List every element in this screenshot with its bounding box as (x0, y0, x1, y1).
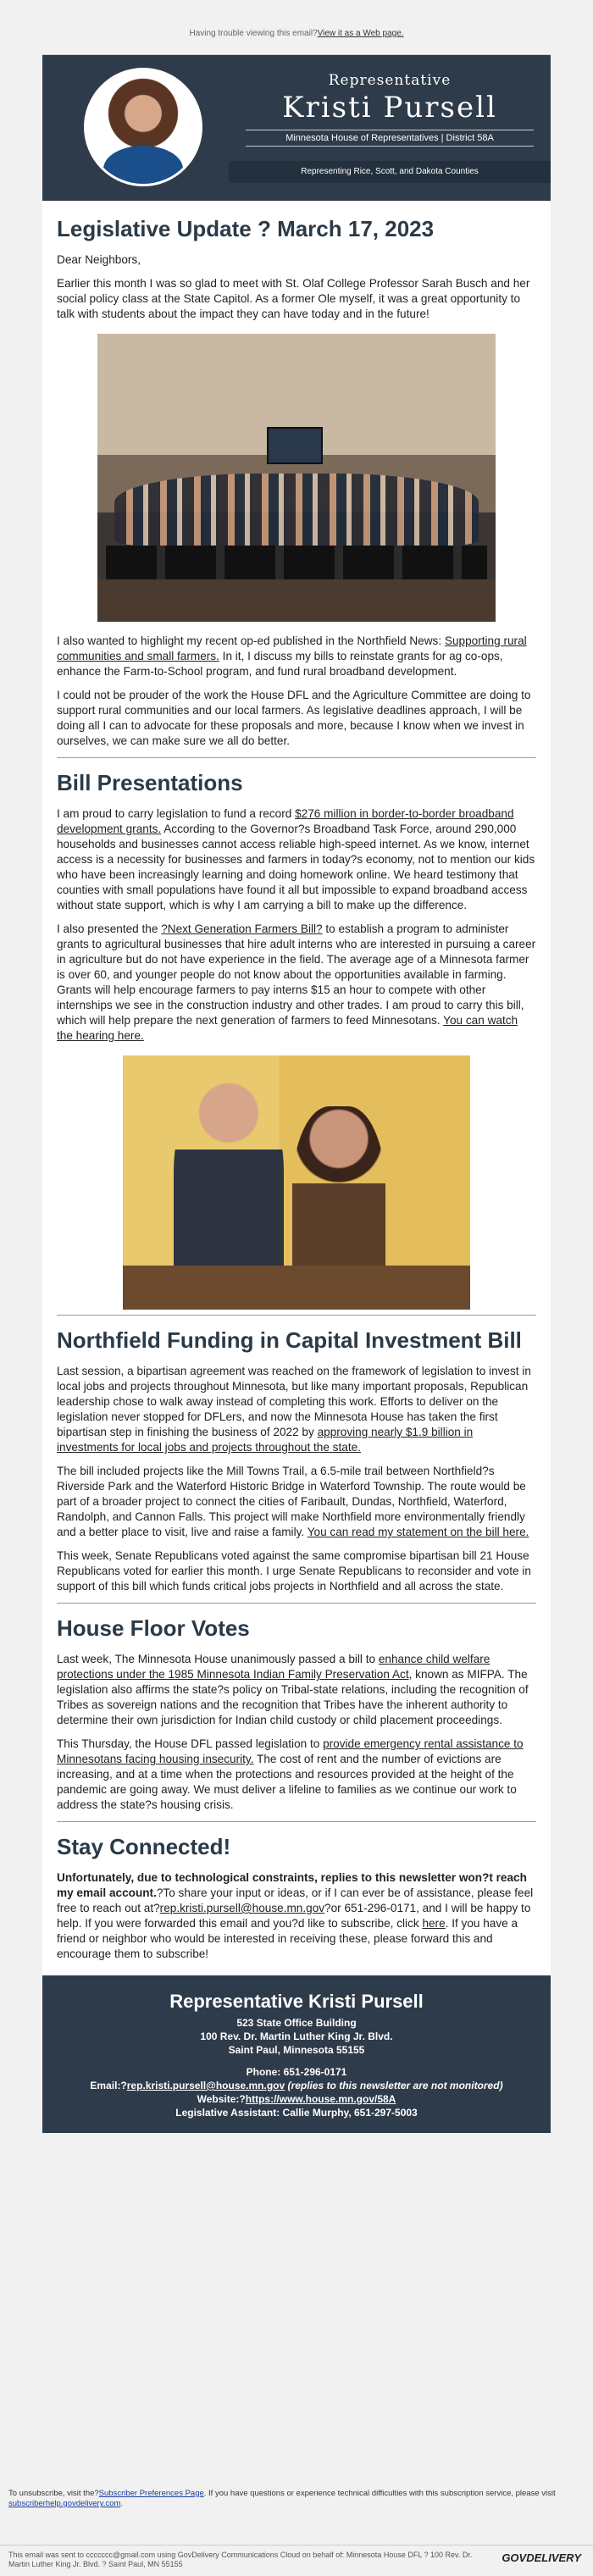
st-olaf-class-photo (97, 334, 496, 622)
header-counties-bar: Representing Rice, Scott, and Dakota Counties (229, 161, 551, 183)
govdelivery-logo[interactable]: GOVDELIVERY (502, 2551, 581, 2564)
section-divider (57, 1821, 536, 1822)
bottom-separator (0, 2545, 593, 2546)
child-welfare-link[interactable]: enhance child welfare protections under the 1985 Minnesota Indian Family Preservation Act (57, 1653, 490, 1681)
footer-email: Email:?rep.kristi.pursell@house.mn.gov (replies to this newsletter are not monitored) (90, 2080, 503, 2091)
web-view-text: Having trouble viewing this email? (189, 29, 318, 38)
farmers-paragraph: I also presented the ?Next Generation Farmers Bill? to establish a program to administer grants to agricultural businesses that hire adult interns who are interested in pursuing a career in agriculture but do not have experience in the field. The average age of a Minnesota farmer is over 60, and younger people do not know about the opportunities available in farming. Grants will help encourage farmers to pay interns $15 an hour to compete with other internships we see in the construction industry and other trades. I am proud to carry this bill, which will help prepare the next generation of farmers to feed Minnesotans. You can watch the hearing here. (57, 922, 536, 1042)
section-divider (57, 757, 536, 758)
bill-presentations-heading: Bill Presentations (57, 770, 243, 795)
capital-paragraph-3: This week, Senate Republicans voted against the same compromise bipartisan bill 21 House Republicans voted for earlier this month. I urge Senate Republicans to reconsider and vote in support of this bill which funds critical jobs projects in Northfield and all across the state. (57, 1549, 531, 1593)
update-heading: Legislative Update ? March 17, 2023 (57, 216, 435, 241)
footer-city: Saint Paul, Minnesota 55155 (228, 2044, 365, 2056)
newsletter (42, 54, 551, 2133)
committee-hearing-photo (123, 1055, 470, 1310)
footer-name: Representative Kristi Pursell (169, 1991, 424, 2012)
capital-paragraph-1: Last session, a bipartisan agreement was reached on the framework of legislation to invest in local jobs and projects throughout Minnesota, but like many important proposals, Republican leadership chose to walk away instead of completing this work. Efforts to deliver on the legislation never stopped for DFLers, and now the Minnesota House has taken the first bipartisan step in finishing the business of 2022 by approving nearly $1.9 billion in investments for local jobs and projects throughout the state. (57, 1365, 531, 1454)
header-role: Representative (328, 72, 452, 89)
floor-paragraph-1: Last week, The Minnesota House unanimously passed a bill to enhance child welfare protections under the 1985 Minnesota Indian Family Preservation Act, known as MIFPA. The legislation also affirms the state?s policy on Tribal-state relations, including the recognition of Tribes as sovereign nations and the recognition that Tribes have the inherent authority to determine their own jurisdiction for Indian child custody or child placement proceedings. (57, 1653, 529, 1726)
header-name: Kristi Pursell (282, 91, 497, 125)
broadband-link[interactable]: $276 million in border-to-border broadband development grants. (57, 807, 514, 835)
footer-street: 100 Rev. Dr. Martin Luther King Jr. Blvd. (200, 2030, 393, 2042)
newsletter-footer (42, 1975, 551, 2133)
intro-paragraph-1: Earlier this month I was so glad to meet with St. Olaf College Professor Sarah Busch and her social policy class at the State Capitol. As a former Ole myself, it was a great opportunity to talk with students about the impact they can have today and in the future! (57, 277, 530, 320)
unsubscribe-notice: To unsubscribe, visit the?Subscriber Preferences Page. If you have questions or experience technical difficulties with this subscription service, please visit subscriberhelp.govdelivery.com. (8, 2489, 556, 2508)
intro-paragraph-2: I also wanted to highlight my recent op-ed published in the Northfield News: Supporting rural communities and small farmers. In it, I discuss my bills to reinstate grants for ag co-ops, enhance the Farm-to-School program, and fund rural broadband development. (57, 634, 527, 678)
floor-paragraph-2: This Thursday, the House DFL passed legislation to provide emergency rental assistance to Minnesotans facing housing insecurity. The cost of rent and the number of evictions are increasing, and at a time when the protections and resources provided at the height of the pandemic are going away. We must deliver a lifeline to families as we continue our work to address the state?s housing crisis. (57, 1737, 524, 1811)
statement-link[interactable]: You can read my statement on the bill here. (307, 1526, 529, 1538)
capital-investment-heading: Northfield Funding in Capital Investment Bill (57, 1327, 522, 1353)
intro-paragraph-3: I could not be prouder of the work the House DFL and the Agriculture Committee are doing to support rural communities and our local farmers. As legislative deadlines approach, I will be doing all I can to advocate for these proposals and more, because I know when we invest in ourselves, we can make sure we all do better. (57, 689, 531, 747)
section-divider (57, 1603, 536, 1604)
broadband-paragraph: I am proud to carry legislation to fund a record $276 million in border-to-border broadband development grants. According to the Governor?s Broadband Task Force, around 290,000 households and businesses cannot access reliable high-speed internet. As we know, internet access is a necessity for businesses and farmers in today?s economy, not to mention our kids who have been increasingly learning and doing homework online. We heard testimony that counties with small populations have found it all but impossible to expand broadband access without state support, which is why I am carrying a bill to make up the difference. (57, 807, 535, 911)
subscriber-preferences-link[interactable]: Subscriber Preferences Page (98, 2489, 204, 2498)
hearing-link[interactable]: You can watch the hearing here. (57, 1014, 518, 1042)
section-divider (57, 1315, 536, 1316)
header-title-block (229, 72, 551, 147)
web-view-notice (0, 0, 593, 39)
newsletter-header (42, 54, 551, 201)
footer-website: Website:?https://www.house.mn.gov/58A (197, 2093, 396, 2105)
floor-votes-heading: House Floor Votes (57, 1615, 250, 1641)
footer-assistant: Legislative Assistant: Callie Murphy, 651-297-5003 (175, 2107, 418, 2119)
contact-email-link[interactable]: rep.kristi.pursell@house.mn.gov (159, 1902, 325, 1914)
greeting: Dear Neighbors, (57, 253, 141, 266)
capital-paragraph-2: The bill included projects like the Mill Towns Trail, a 6.5-mile trail between Northfield?s Riverside Park and the Waterford Historic Bridge in Waterford Township. The route would be part of a broader project to connect the cities of Faribault, Dundas, Northfield, Waterford, Randolph, and Cannon Falls. This project will make Northfield more environmentally friendly and a better place to visit, live and raise a family. You can read my statement on the bill here. (57, 1465, 529, 1538)
subscriber-help-link[interactable]: subscriberhelp.govdelivery.com (8, 2499, 121, 2508)
capital-investment-link[interactable]: approving nearly $1.9 billion in investments for local jobs and projects throughout the state. (57, 1426, 474, 1454)
sent-to-notice: This email was sent to ccccccc@gmail.com using GovDelivery Communications Cloud on behalf of: Minnesota House DFL ? 100 Rev. Dr. Martin Luther King Jr. Blvd. ? Saint Paul, MN 55155 (8, 2551, 473, 2568)
header-district: Minnesota House of Representatives | District 58A (246, 130, 534, 147)
footer-email-link[interactable]: rep.kristi.pursell@house.mn.gov (126, 2080, 285, 2091)
web-view-link[interactable]: View it as a Web page. (317, 29, 404, 38)
subscribe-link[interactable]: here (422, 1917, 446, 1930)
footer-website-link[interactable]: https://www.house.mn.gov/58A (245, 2093, 396, 2105)
footer-phone: Phone: 651-296-0171 (246, 2066, 347, 2078)
representative-portrait (84, 68, 202, 186)
newsletter-body (42, 216, 551, 1962)
op-ed-link[interactable]: Supporting rural communities and small farmers. (57, 634, 527, 662)
stay-connected-paragraph: Unfortunately, due to technological constraints, replies to this newsletter won?t reach my email account.?To share your input or ideas, or if I can ever be of assistance, please feel free to reach out at?rep.kristi.pursell@house.mn.gov?or 651-296-0171, and I will be happy to help. If you were forwarded this email and you?d like to subscribe, click here. If you have a friend or neighbor who would be interested in receiving these, please forward this and encourage them to subscribe! (57, 1871, 534, 1960)
next-gen-farmers-link[interactable]: ?Next Generation Farmers Bill? (161, 922, 323, 935)
stay-connected-heading: Stay Connected! (57, 1834, 231, 1859)
rental-assistance-link[interactable]: provide emergency rental assistance to Minnesotans facing housing insecurity. (57, 1737, 524, 1765)
footer-office: 523 State Office Building (236, 2017, 357, 2029)
